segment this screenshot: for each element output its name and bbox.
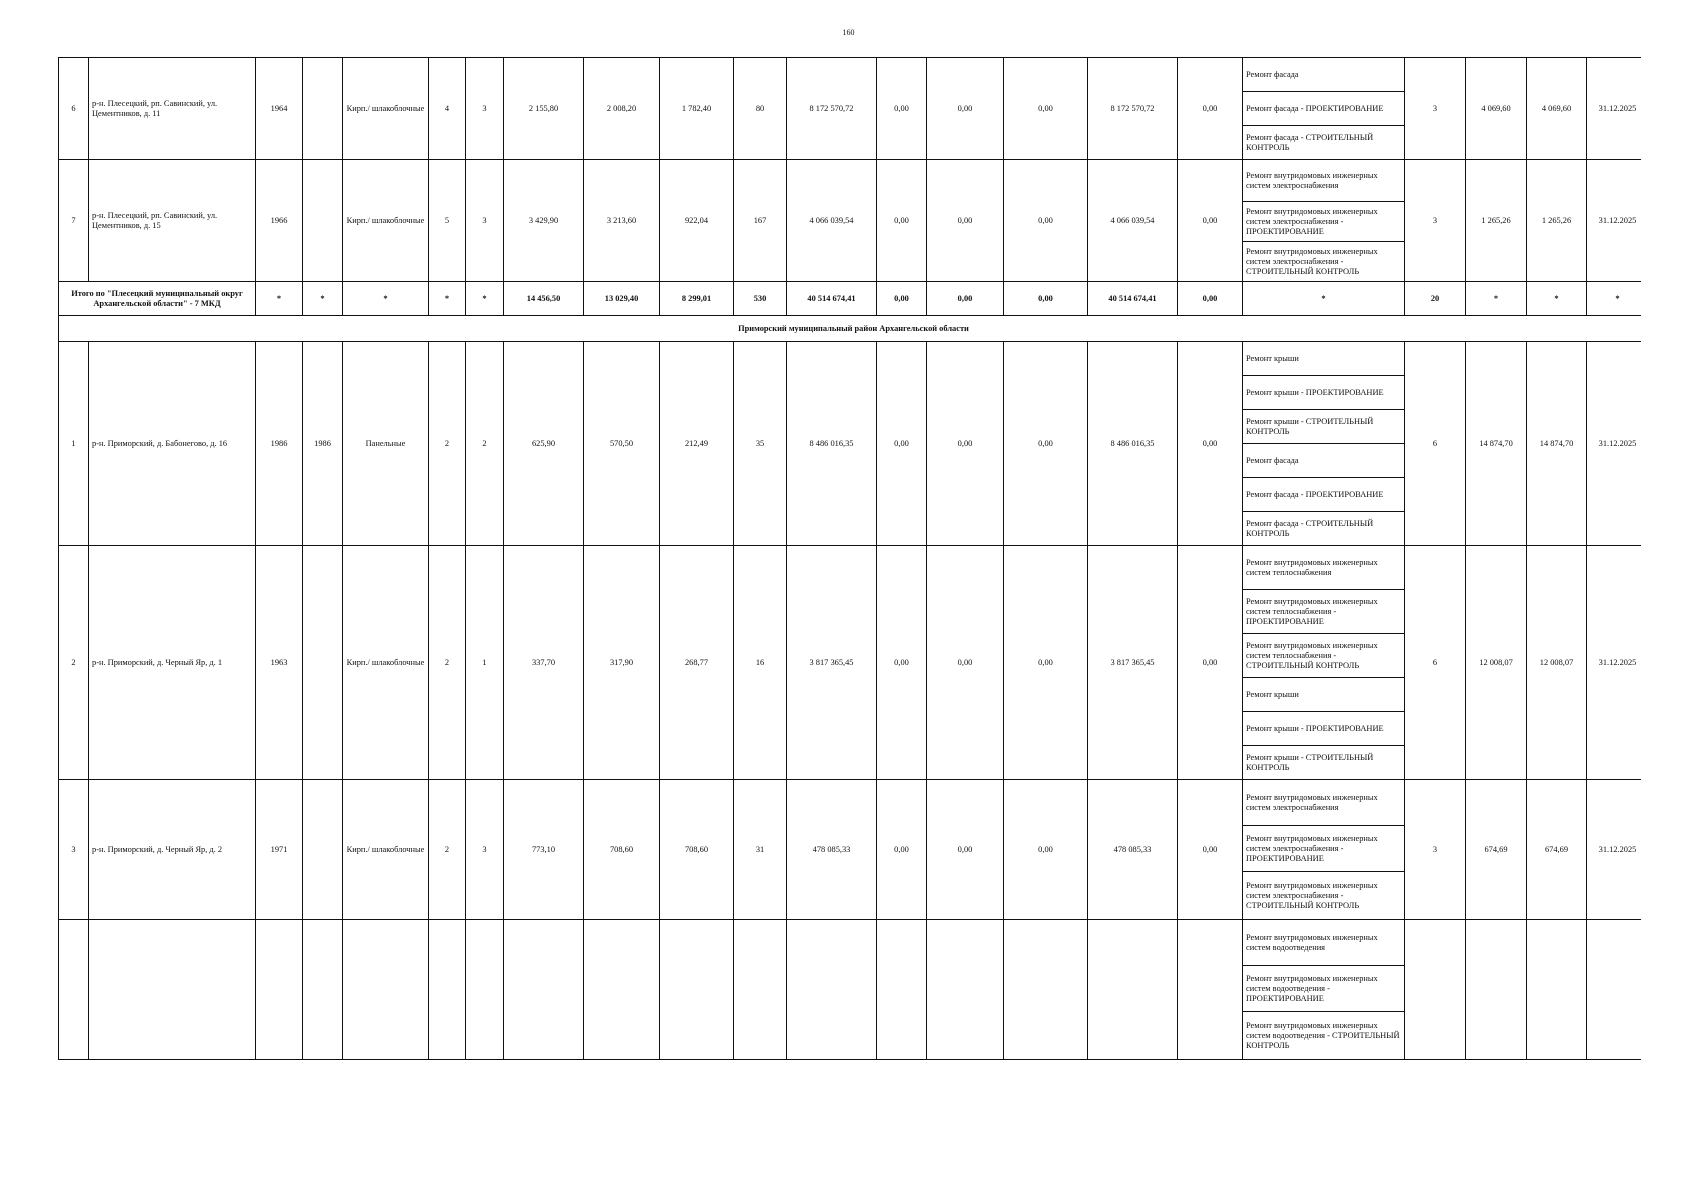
cell-empty	[59, 920, 89, 1060]
cell-fund: 0,00	[877, 342, 927, 546]
cell-work-type: Ремонт фасада	[1243, 58, 1405, 92]
cell-work-type: Ремонт фасада - ПРОЕКТИРОВАНИЕ	[1243, 478, 1405, 512]
total-star: *	[1466, 282, 1527, 316]
total-area-total: 14 456,50	[504, 282, 584, 316]
cell-year-reconstruction	[303, 546, 343, 780]
cell-entrances: 2	[466, 342, 504, 546]
total-label: Итого по "Плесецкий муниципальный округ Архангельской области" - 7 МКД	[59, 282, 256, 316]
cell-work-type: Ремонт внутридомовых инженерных систем электроснабжения	[1243, 160, 1405, 202]
cell-work-type: Ремонт крыши	[1243, 342, 1405, 376]
cell-num: 1	[59, 342, 89, 546]
cell-work-type: Ремонт внутридомовых инженерных систем электроснабжения - ПРОЕКТИРОВАНИЕ	[1243, 202, 1405, 242]
cell-area-residential: 922,04	[660, 160, 734, 282]
cell-budget-region: 0,00	[927, 546, 1004, 780]
cell-floors: 2	[429, 342, 466, 546]
table-row	[59, 546, 1642, 590]
cell-work-type: Ремонт внутридомовых инженерных систем водоотведения	[1243, 920, 1405, 966]
cell-work-type: Ремонт фасада	[1243, 444, 1405, 478]
cell-area-premises: 3 213,60	[584, 160, 660, 282]
cell-other: 0,00	[1178, 780, 1243, 920]
cell-work-type: Ремонт внутридомовых инженерных систем электроснабжения	[1243, 780, 1405, 826]
cell-empty	[660, 920, 734, 1060]
table-row	[59, 920, 1642, 966]
cell-owners: 8 172 570,72	[1088, 58, 1178, 160]
cell-unit-cost: 4 069,60	[1466, 58, 1527, 160]
cell-residents: 31	[734, 780, 787, 920]
cell-entrances: 3	[466, 780, 504, 920]
total-works-count: 20	[1405, 282, 1466, 316]
cell-address: р-н. Приморский, д. Бабонегово, д. 16	[89, 342, 256, 546]
total-star: *	[343, 282, 429, 316]
cell-deadline: 31.12.2025	[1587, 160, 1642, 282]
cell-num: 2	[59, 546, 89, 780]
cell-year-reconstruction	[303, 780, 343, 920]
cell-other: 0,00	[1178, 58, 1243, 160]
cell-area-total: 3 429,90	[504, 160, 584, 282]
total-budget-local: 0,00	[1004, 282, 1088, 316]
cell-unit-limit: 674,69	[1527, 780, 1587, 920]
cell-work-type: Ремонт крыши	[1243, 678, 1405, 712]
cell-works-count: 6	[1405, 546, 1466, 780]
cell-owners: 8 486 016,35	[1088, 342, 1178, 546]
cell-empty	[584, 920, 660, 1060]
cell-unit-cost: 674,69	[1466, 780, 1527, 920]
cell-num: 6	[59, 58, 89, 160]
cell-work-type: Ремонт внутридомовых инженерных систем водоотведения - СТРОИТЕЛЬНЫЙ КОНТРОЛЬ	[1243, 1012, 1405, 1060]
cell-year-built: 1986	[256, 342, 303, 546]
cell-wall-material: Кирп./ шлакоблочные	[343, 780, 429, 920]
total-area-residential: 8 299,01	[660, 282, 734, 316]
cell-works-count: 3	[1405, 780, 1466, 920]
cell-wall-material: Кирп./ шлакоблочные	[343, 546, 429, 780]
cell-cost-total: 8 172 570,72	[787, 58, 877, 160]
cell-empty	[466, 920, 504, 1060]
cell-work-type: Ремонт фасада - ПРОЕКТИРОВАНИЕ	[1243, 92, 1405, 126]
cell-empty	[1004, 920, 1088, 1060]
cell-empty	[343, 920, 429, 1060]
cell-empty	[1466, 920, 1527, 1060]
total-star: *	[1527, 282, 1587, 316]
cell-cost-total: 3 817 365,45	[787, 546, 877, 780]
cell-entrances: 3	[466, 160, 504, 282]
cell-fund: 0,00	[877, 546, 927, 780]
cell-empty	[787, 920, 877, 1060]
cell-area-premises: 708,60	[584, 780, 660, 920]
cell-works-count: 3	[1405, 58, 1466, 160]
cell-budget-local: 0,00	[1004, 58, 1088, 160]
cell-area-premises: 570,50	[584, 342, 660, 546]
total-star: *	[303, 282, 343, 316]
section-row	[59, 316, 1642, 342]
cell-empty	[927, 920, 1004, 1060]
cell-unit-limit: 14 874,70	[1527, 342, 1587, 546]
cell-works-count: 3	[1405, 160, 1466, 282]
cell-work-type: Ремонт внутридомовых инженерных систем теплоснабжения - ПРОЕКТИРОВАНИЕ	[1243, 590, 1405, 634]
cell-unit-cost: 1 265,26	[1466, 160, 1527, 282]
cell-empty	[256, 920, 303, 1060]
cell-empty	[303, 920, 343, 1060]
cell-fund: 0,00	[877, 58, 927, 160]
cell-empty	[89, 920, 256, 1060]
cell-floors: 2	[429, 780, 466, 920]
page-number: 160	[842, 28, 855, 37]
cell-empty	[429, 920, 466, 1060]
total-star: *	[1587, 282, 1642, 316]
cell-cost-total: 8 486 016,35	[787, 342, 877, 546]
cell-wall-material: Кирп./ шлакоблочные	[343, 58, 429, 160]
cell-owners: 478 085,33	[1088, 780, 1178, 920]
cell-year-built: 1971	[256, 780, 303, 920]
total-budget-region: 0,00	[927, 282, 1004, 316]
cell-work-type: Ремонт внутридомовых инженерных систем электроснабжения - СТРОИТЕЛЬНЫЙ КОНТРОЛЬ	[1243, 242, 1405, 282]
cell-area-residential: 268,77	[660, 546, 734, 780]
cell-area-total: 337,70	[504, 546, 584, 780]
cell-work-type: Ремонт крыши - СТРОИТЕЛЬНЫЙ КОНТРОЛЬ	[1243, 746, 1405, 780]
cell-unit-limit: 4 069,60	[1527, 58, 1587, 160]
cell-work-type: Ремонт внутридомовых инженерных систем электроснабжения - СТРОИТЕЛЬНЫЙ КОНТРОЛЬ	[1243, 872, 1405, 920]
cell-budget-local: 0,00	[1004, 342, 1088, 546]
cell-num: 7	[59, 160, 89, 282]
cell-floors: 5	[429, 160, 466, 282]
cell-unit-limit: 12 008,07	[1527, 546, 1587, 780]
total-star: *	[429, 282, 466, 316]
cell-entrances: 1	[466, 546, 504, 780]
cell-address: р-н. Приморский, д. Черный Яр, д. 1	[89, 546, 256, 780]
cell-work-type: Ремонт крыши - ПРОЕКТИРОВАНИЕ	[1243, 712, 1405, 746]
cell-num: 3	[59, 780, 89, 920]
cell-unit-limit: 1 265,26	[1527, 160, 1587, 282]
cell-budget-region: 0,00	[927, 342, 1004, 546]
cell-year-built: 1964	[256, 58, 303, 160]
cell-works-count: 6	[1405, 342, 1466, 546]
cell-budget-region: 0,00	[927, 160, 1004, 282]
cell-empty	[1405, 920, 1466, 1060]
cell-cost-total: 478 085,33	[787, 780, 877, 920]
cell-year-reconstruction: 1986	[303, 342, 343, 546]
cell-area-total: 773,10	[504, 780, 584, 920]
cell-cost-total: 4 066 039,54	[787, 160, 877, 282]
total-star: *	[1243, 282, 1405, 316]
cell-wall-material: Панельные	[343, 342, 429, 546]
cell-work-type: Ремонт внутридомовых инженерных систем водоотведения - ПРОЕКТИРОВАНИЕ	[1243, 966, 1405, 1012]
cell-fund: 0,00	[877, 160, 927, 282]
cell-unit-cost: 12 008,07	[1466, 546, 1527, 780]
cell-deadline: 31.12.2025	[1587, 780, 1642, 920]
cell-unit-cost: 14 874,70	[1466, 342, 1527, 546]
cell-work-type: Ремонт фасада - СТРОИТЕЛЬНЫЙ КОНТРОЛЬ	[1243, 126, 1405, 160]
cell-other: 0,00	[1178, 546, 1243, 780]
total-area-premises: 13 029,40	[584, 282, 660, 316]
cell-floors: 2	[429, 546, 466, 780]
cell-area-residential: 212,49	[660, 342, 734, 546]
cell-budget-local: 0,00	[1004, 160, 1088, 282]
cell-empty	[734, 920, 787, 1060]
cell-residents: 167	[734, 160, 787, 282]
cell-work-type: Ремонт фасада - СТРОИТЕЛЬНЫЙ КОНТРОЛЬ	[1243, 512, 1405, 546]
cell-budget-region: 0,00	[927, 780, 1004, 920]
cell-wall-material: Кирп./ шлакоблочные	[343, 160, 429, 282]
cell-work-type: Ремонт крыши - ПРОЕКТИРОВАНИЕ	[1243, 376, 1405, 410]
total-cost-total: 40 514 674,41	[787, 282, 877, 316]
cell-residents: 35	[734, 342, 787, 546]
total-owners: 40 514 674,41	[1088, 282, 1178, 316]
table-row	[59, 58, 1642, 92]
cell-floors: 4	[429, 58, 466, 160]
cell-budget-region: 0,00	[927, 58, 1004, 160]
cell-work-type: Ремонт внутридомовых инженерных систем электроснабжения - ПРОЕКТИРОВАНИЕ	[1243, 826, 1405, 872]
capital-repair-table	[58, 57, 1641, 1060]
cell-year-reconstruction	[303, 160, 343, 282]
table-body	[59, 58, 1642, 1060]
cell-owners: 3 817 365,45	[1088, 546, 1178, 780]
total-row	[59, 282, 1642, 316]
cell-deadline: 31.12.2025	[1587, 342, 1642, 546]
cell-empty	[1587, 920, 1642, 1060]
cell-empty	[1527, 920, 1587, 1060]
cell-entrances: 3	[466, 58, 504, 160]
cell-budget-local: 0,00	[1004, 546, 1088, 780]
cell-address: р-н. Плесецкий, рп. Савинский, ул. Цементников, д. 15	[89, 160, 256, 282]
total-other: 0,00	[1178, 282, 1243, 316]
total-residents: 530	[734, 282, 787, 316]
total-fund: 0,00	[877, 282, 927, 316]
cell-year-built: 1963	[256, 546, 303, 780]
cell-area-residential: 708,60	[660, 780, 734, 920]
cell-residents: 80	[734, 58, 787, 160]
table-row	[59, 780, 1642, 826]
cell-other: 0,00	[1178, 342, 1243, 546]
cell-work-type: Ремонт внутридомовых инженерных систем теплоснабжения - СТРОИТЕЛЬНЫЙ КОНТРОЛЬ	[1243, 634, 1405, 678]
section-title: Приморский муниципальный район Архангельской области	[59, 316, 1642, 342]
cell-deadline: 31.12.2025	[1587, 58, 1642, 160]
cell-budget-local: 0,00	[1004, 780, 1088, 920]
cell-year-built: 1966	[256, 160, 303, 282]
cell-empty	[1088, 920, 1178, 1060]
cell-work-type: Ремонт крыши - СТРОИТЕЛЬНЫЙ КОНТРОЛЬ	[1243, 410, 1405, 444]
cell-work-type: Ремонт внутридомовых инженерных систем теплоснабжения	[1243, 546, 1405, 590]
cell-empty	[504, 920, 584, 1060]
table-row	[59, 160, 1642, 202]
cell-residents: 16	[734, 546, 787, 780]
cell-area-premises: 317,90	[584, 546, 660, 780]
cell-year-reconstruction	[303, 58, 343, 160]
cell-owners: 4 066 039,54	[1088, 160, 1178, 282]
total-star: *	[256, 282, 303, 316]
cell-address: р-н. Плесецкий, рп. Савинский, ул. Цементников, д. 11	[89, 58, 256, 160]
cell-area-total: 2 155,80	[504, 58, 584, 160]
total-star: *	[466, 282, 504, 316]
cell-other: 0,00	[1178, 160, 1243, 282]
cell-empty	[877, 920, 927, 1060]
cell-area-total: 625,90	[504, 342, 584, 546]
cell-area-premises: 2 008,20	[584, 58, 660, 160]
cell-address: р-н. Приморский, д. Черный Яр, д. 2	[89, 780, 256, 920]
document-sheet	[58, 57, 1641, 1140]
cell-deadline: 31.12.2025	[1587, 546, 1642, 780]
cell-area-residential: 1 782,40	[660, 58, 734, 160]
cell-fund: 0,00	[877, 780, 927, 920]
cell-empty	[1178, 920, 1243, 1060]
table-row	[59, 342, 1642, 376]
